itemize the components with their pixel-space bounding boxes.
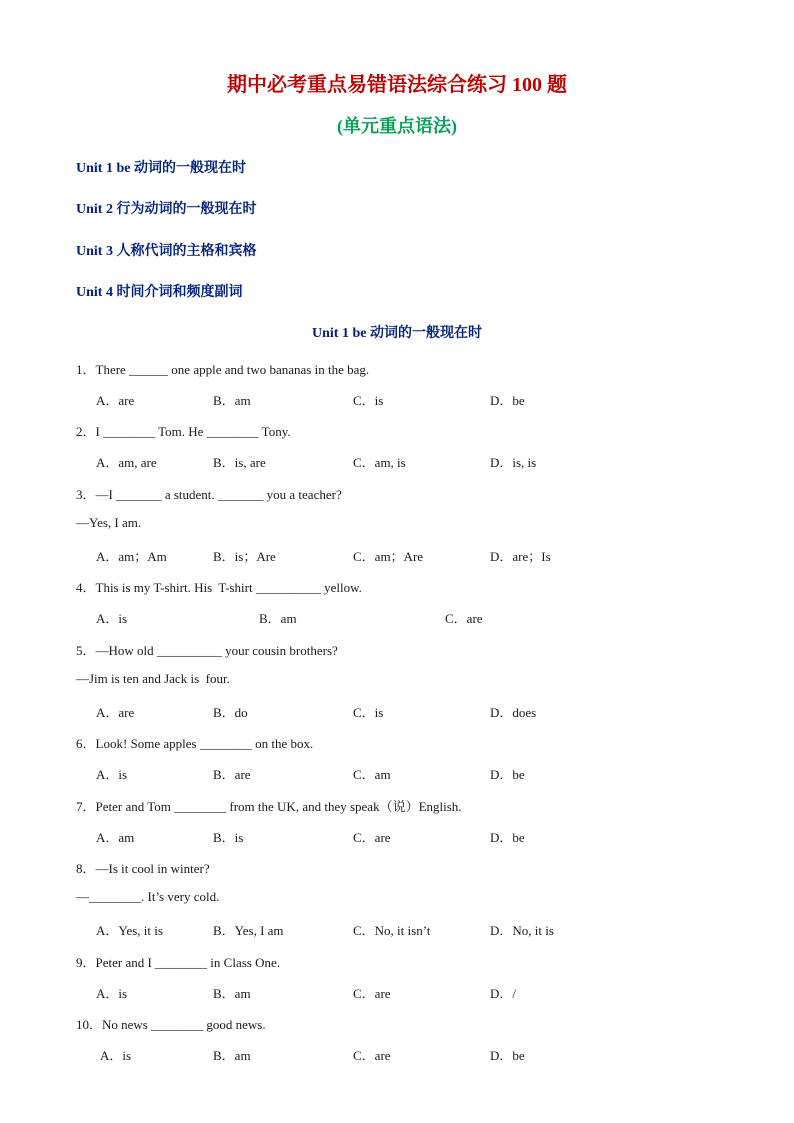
question-3-option-a: A．am；Am bbox=[96, 549, 167, 564]
document-title: 期中必考重点易错语法综合练习 100 题 bbox=[227, 74, 567, 96]
question-9-option-a: A．is bbox=[96, 986, 128, 1001]
question-4-text: 4．This is my T-shirt. His T-shirt __________ yellow. bbox=[76, 580, 362, 595]
question-1-option-d: D．be bbox=[490, 393, 525, 408]
question-5-text: 5．—How old __________ your cousin brothers? bbox=[76, 643, 338, 658]
question-7-option-c: C．are bbox=[353, 830, 391, 845]
question-3-option-c: C．am；Are bbox=[353, 549, 424, 564]
question-8-option-d: D．No, it is bbox=[490, 923, 554, 938]
question-2-option-d: D．is, is bbox=[490, 455, 537, 470]
question-6-option-b: B．are bbox=[213, 767, 251, 782]
question-1-text: 1．There ______ one apple and two bananas in the bag. bbox=[76, 362, 370, 377]
question-5-reply: —Jim is ten and Jack is four. bbox=[76, 671, 230, 686]
question-5-option-d: D．does bbox=[490, 705, 537, 720]
question-2-option-b: B．is, are bbox=[213, 455, 266, 470]
question-6-option-a: A．is bbox=[96, 767, 128, 782]
question-8-text: 8．—Is it cool in winter? bbox=[76, 861, 210, 876]
question-4-option-b: B．am bbox=[259, 611, 297, 626]
document-subtitle: (单元重点语法) bbox=[337, 116, 457, 136]
question-2-text: 2．I ________ Tom. He ________ Tony. bbox=[76, 424, 291, 439]
question-3-text: 3．—I _______ a student. _______ you a teacher? bbox=[76, 487, 342, 502]
question-1-option-a: A．are bbox=[96, 393, 135, 408]
question-5-option-b: B．do bbox=[213, 705, 248, 720]
question-8-option-c: C．No, it isn’t bbox=[353, 923, 431, 938]
question-3-option-d: D．are；Is bbox=[490, 549, 551, 564]
question-9-option-c: C．are bbox=[353, 986, 391, 1001]
question-10-option-d: D．be bbox=[490, 1048, 525, 1063]
question-9-option-b: B．am bbox=[213, 986, 251, 1001]
unit-1-heading: Unit 1 be 动词的一般现在时 bbox=[76, 161, 246, 176]
question-5-option-a: A．are bbox=[96, 705, 135, 720]
question-5-option-c: C．is bbox=[353, 705, 384, 720]
question-10-option-a: A．is bbox=[100, 1048, 132, 1063]
question-7-option-a: A．am bbox=[96, 830, 135, 845]
question-2-option-c: C．am, is bbox=[353, 455, 406, 470]
question-4-option-c: C．are bbox=[445, 611, 483, 626]
question-9-text: 9．Peter and I ________ in Class One. bbox=[76, 955, 281, 970]
section-heading: Unit 1 be 动词的一般现在时 bbox=[312, 326, 482, 341]
question-10-option-c: C．are bbox=[353, 1048, 391, 1063]
question-1-option-c: C．is bbox=[353, 393, 384, 408]
question-7-option-b: B．is bbox=[213, 830, 244, 845]
question-8-option-a: A．Yes, it is bbox=[96, 923, 163, 938]
question-10-option-b: B．am bbox=[213, 1048, 251, 1063]
question-7-option-d: D．be bbox=[490, 830, 525, 845]
question-6-option-d: D．be bbox=[490, 767, 525, 782]
question-8-reply: —________. It’s very cold. bbox=[76, 889, 220, 904]
question-9-option-d: D．/ bbox=[490, 986, 517, 1001]
unit-4-heading: Unit 4 时间介词和频度副词 bbox=[76, 285, 243, 300]
question-3-reply: —Yes, I am. bbox=[76, 515, 142, 530]
unit-2-heading: Unit 2 行为动词的一般现在时 bbox=[76, 202, 257, 217]
question-1-option-b: B．am bbox=[213, 393, 251, 408]
question-4-option-a: A．is bbox=[96, 611, 128, 626]
unit-3-heading: Unit 3 人称代词的主格和宾格 bbox=[76, 244, 257, 259]
question-7-text: 7．Peter and Tom ________ from the UK, and they speak（说）English. bbox=[76, 799, 462, 814]
question-6-text: 6．Look! Some apples ________ on the box. bbox=[76, 736, 314, 751]
question-6-option-c: C．am bbox=[353, 767, 391, 782]
question-3-option-b: B．is；Are bbox=[213, 549, 276, 564]
question-2-option-a: A．am, are bbox=[96, 455, 157, 470]
question-8-option-b: B．Yes, I am bbox=[213, 923, 284, 938]
question-10-text: 10．No news ________ good news. bbox=[76, 1017, 266, 1032]
